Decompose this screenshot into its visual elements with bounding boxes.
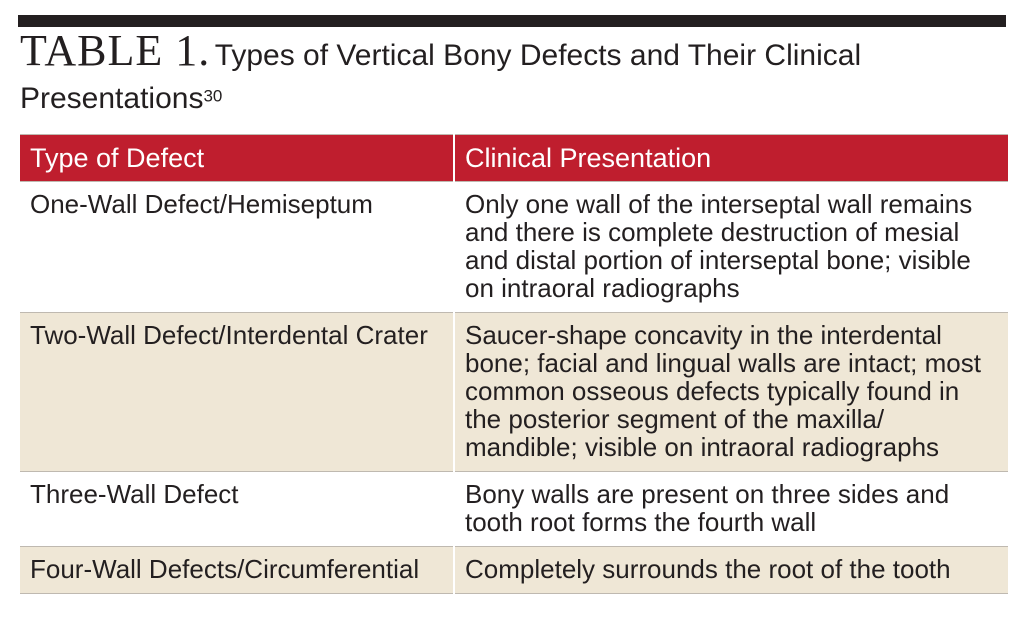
table-header-row xyxy=(20,135,1008,182)
defect-type-cell: Two-Wall Defect/Interdental Crater xyxy=(20,313,454,472)
table-title xyxy=(20,26,1000,123)
table-number-label: TABLE 1. xyxy=(20,26,211,75)
table-title-text: Types of Vertical Bony Defects and Their Clinical Presentations xyxy=(20,39,862,115)
presentation-cell: Saucer-shape concavity in the interdental bone; facial and lingual walls are intact; most common osseous defects typically found in the posterior segment of the maxilla/ mandible; visible on intraoral radiographs xyxy=(454,313,1008,472)
citation-superscript: 30 xyxy=(203,86,223,106)
table-row xyxy=(20,182,1008,313)
defect-type-cell: One-Wall Defect/Hemiseptum xyxy=(20,182,454,313)
table-row xyxy=(20,472,1008,547)
table-row xyxy=(20,547,1008,594)
column-header-type: Type of Defect xyxy=(20,135,454,182)
defect-type-cell: Four-Wall Defects/Circumferential xyxy=(20,547,454,594)
presentation-cell: Only one wall of the interseptal wall remains and there is complete destruction of mesial and distal portion of interseptal bone; visible on intraoral radiographs xyxy=(454,182,1008,313)
defect-type-cell: Three-Wall Defect xyxy=(20,472,454,547)
presentation-cell: Completely surrounds the root of the tooth xyxy=(454,547,1008,594)
presentation-cell: Bony walls are present on three sides and tooth root forms the fourth wall xyxy=(454,472,1008,547)
table-row xyxy=(20,313,1008,472)
column-header-presentation: Clinical Presentation xyxy=(454,135,1008,182)
defects-table xyxy=(20,134,1008,594)
